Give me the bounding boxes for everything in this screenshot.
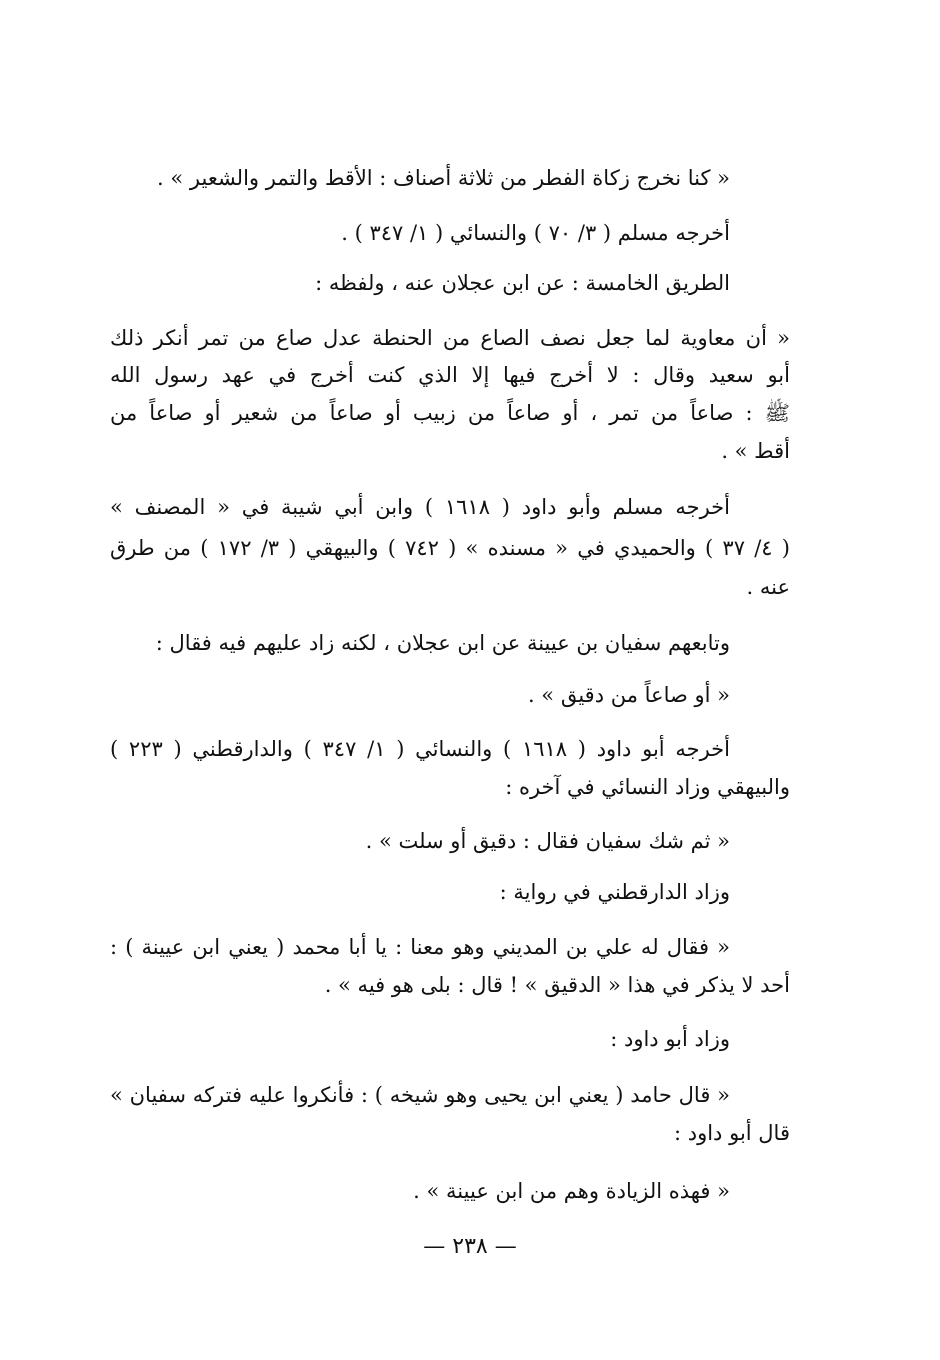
text-line-17: « فقال له علي بن المديني وهو معنا : يا أبا محمد ( يعني ابن عيينة ) : [110,935,730,959]
text-line-18: أحد لا يذكر في هذا « الدقيق » ! قال : بلى هو فيه » . [324,973,790,997]
text-line-15: « ثم شك سفيان فقال : دقيق أو سلت » . [365,829,730,853]
text-line-20: « قال حامد ( يعني ابن يحيى وهو شيخه ) : فأنكروا عليه فتركه سفيان » [110,1083,730,1107]
text-line-5: أبو سعيد وقال : لا أخرج فيها إلا الذي كنت أخرج في عهد رسول الله [110,363,790,387]
page-number: — ٢٣٨ — [423,1234,517,1259]
text-line-10: عنه . [746,575,790,599]
text-line-11: وتابعهم سفيان بن عيينة عن ابن عجلان ، لكنه زاد عليهم فيه فقال : [155,631,730,655]
text-line-8: أخرجه مسلم وأبو داود ( ١٦١٨ ) وابن أبي شيبة في « المصنف » [110,495,730,519]
text-line-3: الطريق الخامسة : عن ابن عجلان عنه ، ولفظه : [315,271,730,295]
text-line-21: قال أبو داود : [673,1121,790,1145]
text-line-6: ﷺ : صاعاً من تمر ، أو صاعاً من زبيب أو صاعاً من شعير أو صاعاً من [110,401,790,425]
text-line-9: ( ٤/ ٣٧ ) والحميدي في « مسنده » ( ٧٤٢ ) والبيهقي ( ٣/ ١٧٢ ) من طرق [110,536,790,560]
text-line-19: وزاد أبو داود : [610,1027,730,1051]
text-line-4: « أن معاوية لما جعل نصف الصاع من الحنطة عدل صاع من تمر أنكر ذلك [110,326,790,350]
text-line-1: « كنا نخرج زكاة الفطر من ثلاثة أصناف : الأقط والتمر والشعير » . [157,166,730,190]
text-line-2: أخرجه مسلم ( ٣/ ٧٠ ) والنسائي ( ١/ ٣٤٧ ) . [341,221,730,245]
text-line-12: « أو صاعاً من دقيق » . [527,683,730,707]
text-line-14: والبيهقي وزاد النسائي في آخره : [505,775,790,799]
text-line-13: أخرجه أبو داود ( ١٦١٨ ) والنسائي ( ١/ ٣٤٧ ) والدارقطني ( ٢٢٣ ) [110,737,730,761]
text-line-16: وزاد الدارقطني في رواية : [499,880,730,904]
text-line-22: « فهذه الزيادة وهم من ابن عيينة » . [413,1179,730,1203]
text-line-7: أقط » . [721,439,790,463]
